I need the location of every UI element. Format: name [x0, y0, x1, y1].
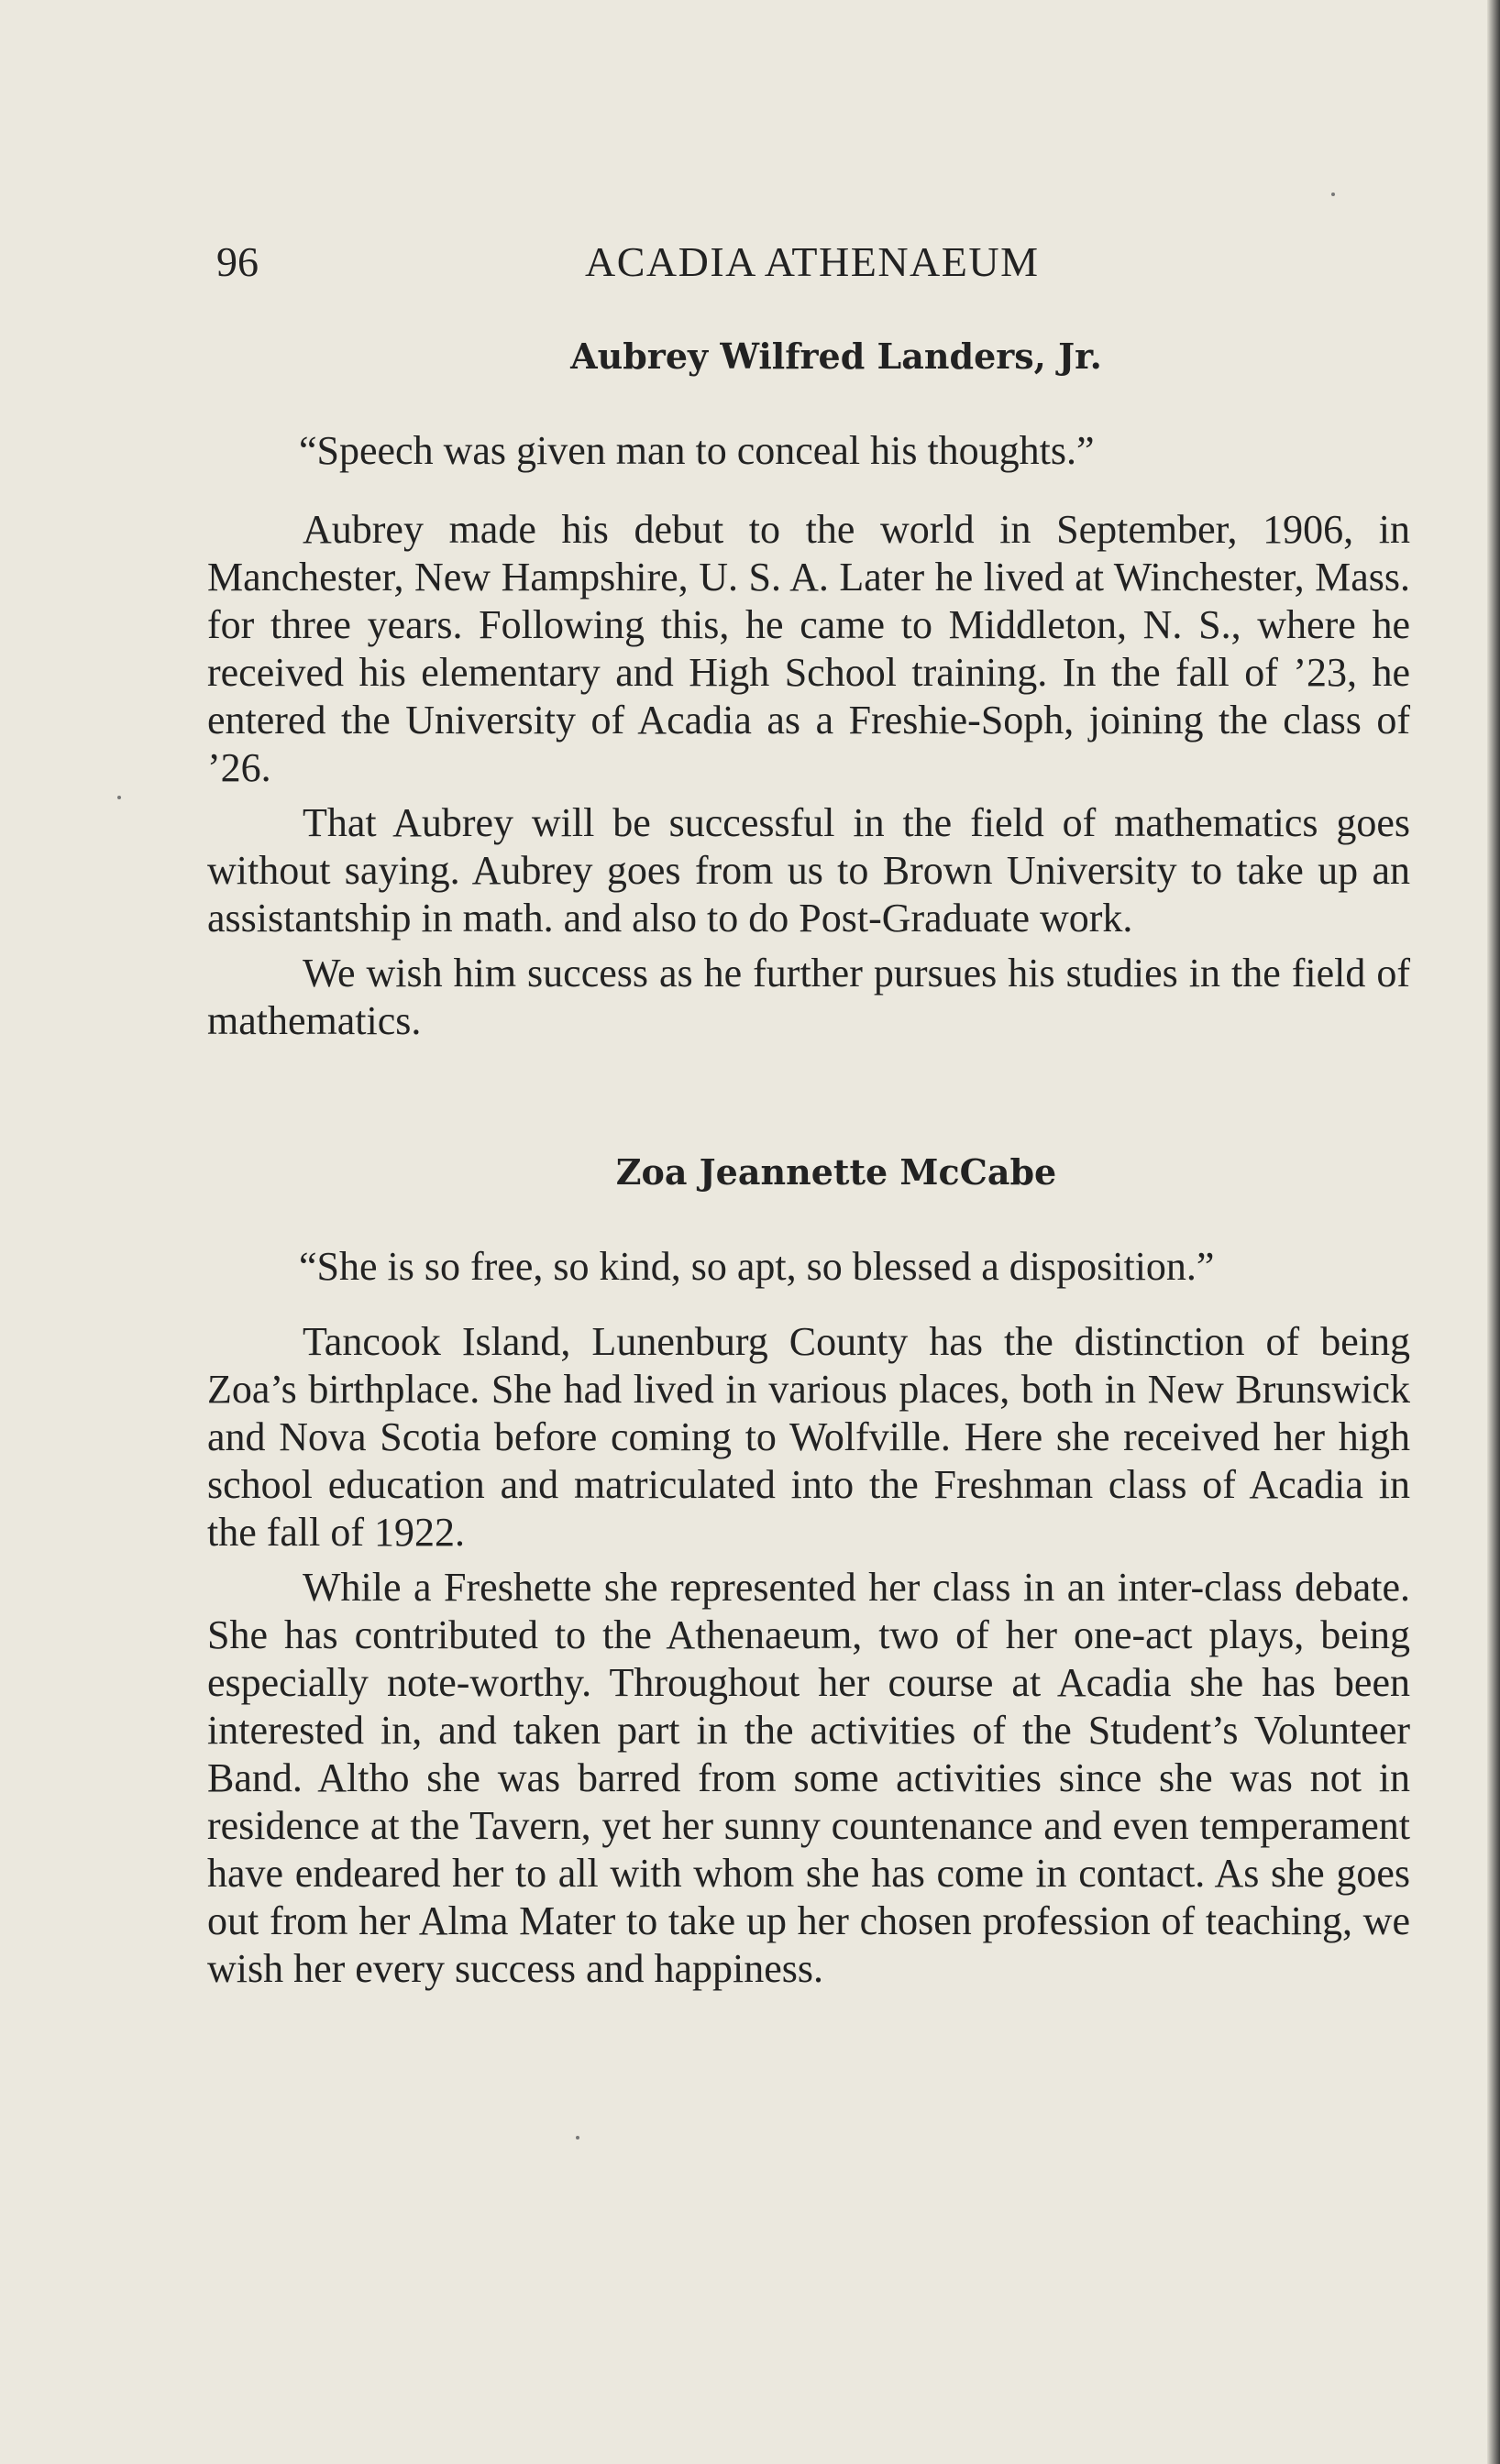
biography-paragraph: We wish him success as he further pursues his studies in the field of mathematics. — [207, 951, 1410, 1043]
paper-speck — [117, 796, 121, 799]
biography-section-landers — [207, 334, 1410, 1045]
biography-paragraph: While a Freshette she represented her class in an inter-class debate. She has contributed to the Athenaeum, two of her one-act plays, being especially note-worthy. Throughout her course at Acadia she has been interested in, and taken part in the activities of the Student’s Volunteer Band. Altho she was barred from some activities since she was not in residence at the Tavern, yet her sunny countenance and even temperament have endeared her to all with whom she has come in contact. As she goes out from her Alma Mater to take up her chosen profession of teaching, we wish her every success and happiness. — [207, 1565, 1410, 1991]
page-binding-edge — [1487, 0, 1500, 2464]
biography-paragraph: Tancook Island, Lunenburg County has the distinction of being Zoa’s birthplace. She had lived in various places, both in New Brunswick and Nova Scotia before coming to Wolfville. Here she received her high school education and matriculated into the Freshman class of Acadia in the fall of 1922. — [207, 1319, 1410, 1555]
biography-name-heading: Zoa Jeannette McCabe — [615, 1151, 1057, 1193]
biography-paragraph: That Aubrey will be successful in the field of mathematics goes without saying. Aubrey goes from us to Brown University to take up an assistantship in math. and also to do Post-Graduate work. — [207, 800, 1410, 940]
biography-quote: “She is so free, so kind, so apt, so blessed a disposition.” — [299, 1244, 1215, 1289]
running-title: ACADIA ATHENAEUM — [585, 238, 1040, 285]
biography-paragraph: Aubrey made his debut to the world in September, 1906, in Manchester, New Hampshire, U. S. A. Later he lived at Winchester, Mass. for three years. Following this, he came to Middleton, N. S., where he received his elementary and High School training. In the fall of ’23, he entered the University of Acadia as a Freshie-Soph, joining the class of ’26. — [207, 507, 1410, 790]
biography-section-mccabe — [207, 1150, 1410, 1993]
biography-name-heading: Aubrey Wilfred Landers, Jr. — [570, 336, 1102, 377]
page-number: 96 — [216, 238, 259, 285]
paper-speck — [1331, 192, 1335, 196]
biography-quote: “Speech was given man to conceal his thoughts.” — [299, 428, 1095, 473]
page-header — [216, 236, 1408, 288]
paper-speck — [576, 2136, 579, 2140]
